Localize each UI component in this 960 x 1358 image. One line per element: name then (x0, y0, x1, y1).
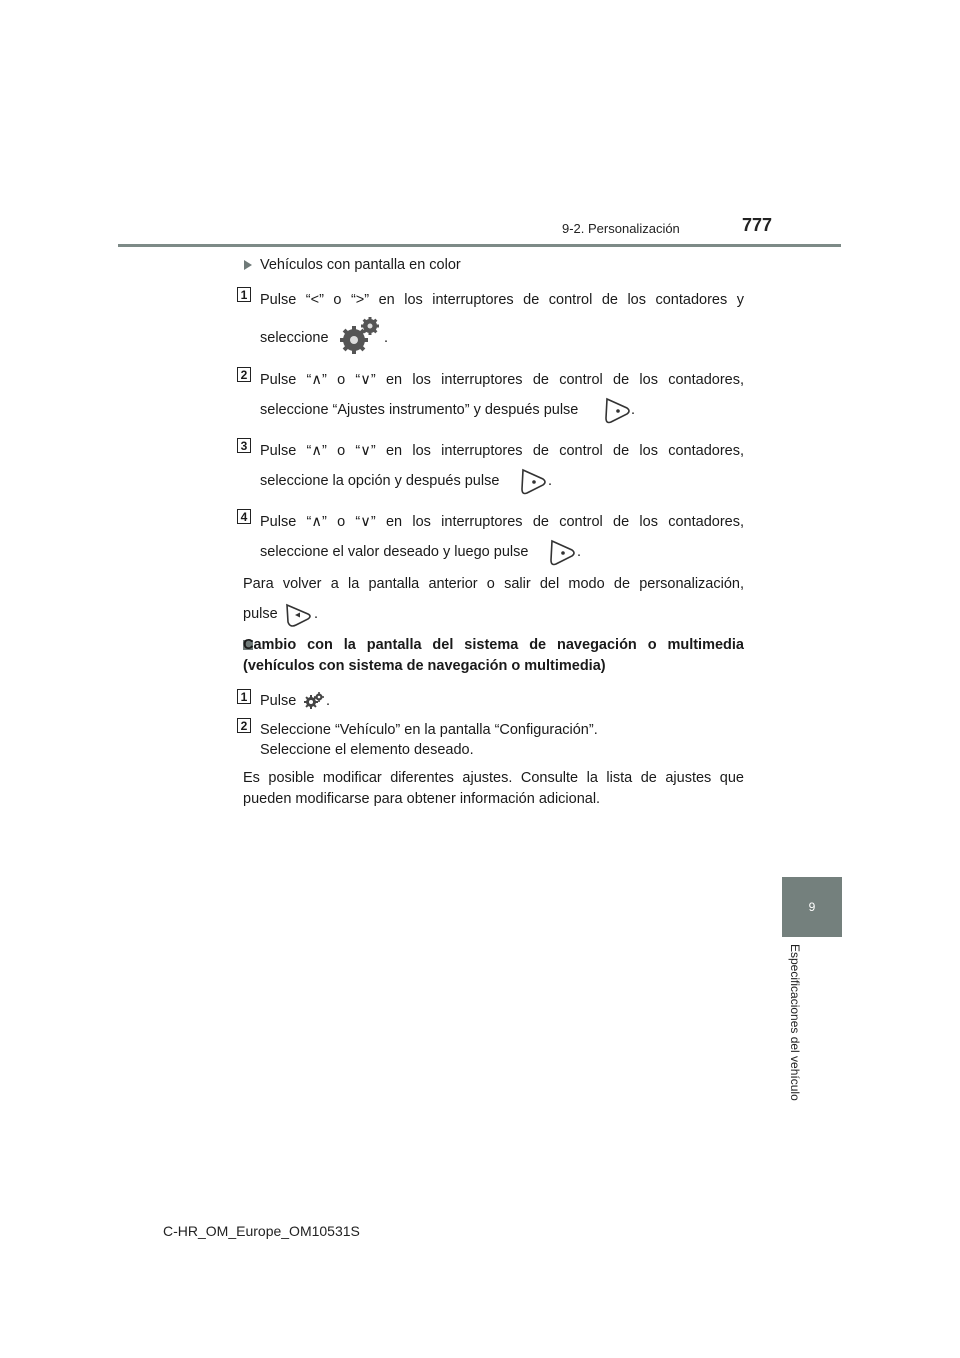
step-number: 2 (237, 718, 251, 733)
chapter-tab (782, 877, 842, 937)
back-button-icon (284, 600, 314, 630)
step-text-line: seleccione (260, 330, 329, 346)
note-text-line: Para volver a la pantalla anterior o salir del modo de personalización, (243, 576, 744, 592)
step-number: 1 (237, 689, 251, 704)
enter-button-icon (603, 396, 636, 426)
header-rule (118, 244, 841, 247)
step-number: 3 (237, 438, 251, 453)
step-number: 4 (237, 509, 251, 524)
note-text-line: pulse (243, 606, 278, 622)
section-heading-line: (vehículos con sistema de navegación o multimedia) (243, 658, 606, 674)
section-heading-line: Cambio con la pantalla del sistema de navegación o multimedia (243, 637, 744, 653)
chapter-number: 9 (808, 900, 816, 914)
step-text-line: Pulse “∧” o “∨” en los interruptores de control de los contadores, (260, 514, 744, 530)
step-text-line: . (631, 402, 636, 418)
step-text-line: Seleccione el elemento deseado. (260, 742, 474, 758)
step-text-line: Pulse “∧” o “∨” en los interruptores de control de los contadores, (260, 443, 744, 459)
step-text-line: Pulse “∧” o “∨” en los interruptores de control de los contadores, (260, 372, 744, 388)
section-title: 9-2. Personalización (562, 221, 680, 236)
note-text-line: Es posible modificar diferentes ajustes. Consulte la lista de ajustes que (243, 770, 744, 786)
step-text-line: seleccione el valor deseado y luego pulse (260, 544, 529, 560)
step-text-line: . (548, 473, 553, 489)
document-code: C-HR_OM_Europe_OM10531S (163, 1223, 360, 1239)
page-number: 777 (742, 215, 773, 235)
chapter-title-vertical (788, 944, 804, 1116)
step-text-line: seleccione “Ajustes instrumento” y después pulse (260, 402, 579, 418)
subheading-color-display: Vehículos con pantalla en color (260, 257, 461, 273)
step-text-line: . (577, 544, 582, 560)
note-text-line: pueden modificarse para obtener información adicional. (243, 791, 601, 807)
enter-button-icon (519, 467, 549, 497)
step-text-line: Pulse (260, 693, 297, 709)
chapter-title: Especificaciones del vehículo (788, 944, 802, 1101)
settings-gear-icon (338, 316, 382, 356)
enter-button-icon (548, 538, 578, 568)
step-number: 1 (237, 287, 251, 302)
step-text-line: seleccione la opción y después pulse (260, 473, 500, 489)
step-text-line: Pulse “<” o “>” en los interruptores de control de los contadores y (260, 292, 744, 308)
setup-gear-icon (303, 691, 325, 709)
step-text-line: . (384, 330, 389, 346)
step-text-line: . (326, 693, 331, 709)
step-number: 2 (237, 367, 251, 382)
triangle-bullet-icon (244, 260, 252, 270)
note-text-line: . (314, 606, 319, 622)
step-text-line: Seleccione “Vehículo” en la pantalla “Configuración”. (260, 722, 598, 738)
